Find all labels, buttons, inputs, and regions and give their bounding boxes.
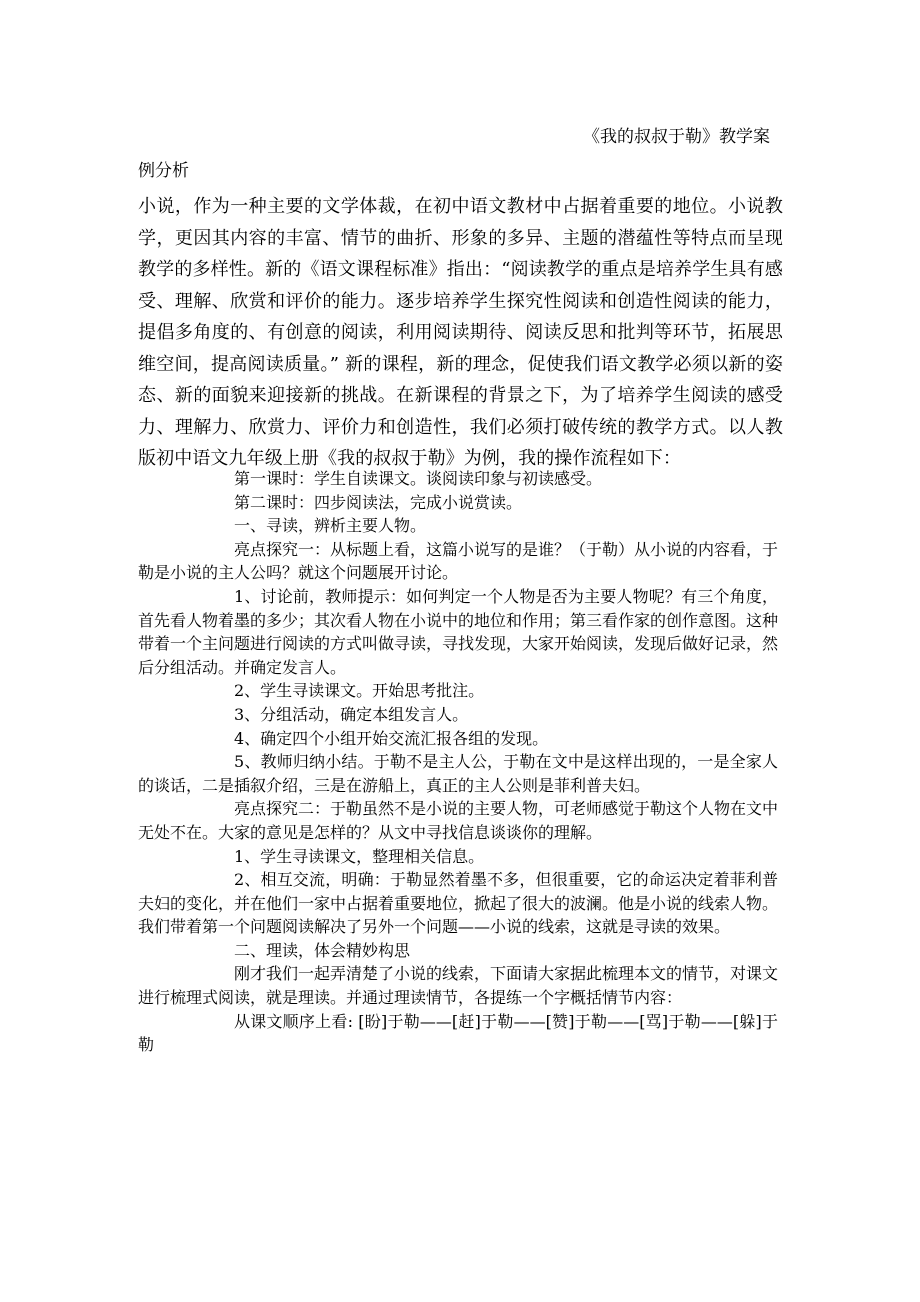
paragraph-plot-intro: 刚才我们一起弄清楚了小说的线索，下面请大家据此梳理本文的情节，对课文进行梳理式阅读，就是理读。并通过理读情节，各提练一个字概括情节内容：: [138, 964, 779, 1008]
paragraph-lesson-2: 第二课时：四步阅读法，完成小说赏读。: [234, 492, 523, 512]
heading-section-2: 二、理读，体会精妙构思: [234, 940, 411, 960]
paragraph-highlight-1: 亮点探究一：从标题上看，这篇小说写的是谁？（于勒）从小说的内容看，于勒是小说的主人公吗？就这个问题展开讨论。: [138, 539, 779, 583]
intro-section: [138, 191, 783, 475]
paragraph-step-5: 5、教师归纳小结。于勒不是主人公，于勒在文中是这样出现的，一是全家人的谈话，二是插叙介绍，三是在游船上，真正的主人公则是菲利普夫妇。: [138, 752, 778, 795]
intro-paragraph: 小说，作为一种主要的文学体裁，在初中语文教材中占据着重要的地位。小说教学，更因其内容的丰富、情节的曲折、形象的多异、主题的潜蕴性等特点而呈现教学的多样性。新的《语文课程标准》指出：“阅读教学的重点是培养学生具有感受、理解、欣赏和评价的能力。逐步培养学生探究性阅读和创造性阅读的能力，提倡多角度的、有创意的阅读，利用阅读期待、阅读反思和批判等环节，拓展思维空间，提高阅读质量。” 新的课程，新的理念，促使我们语文教学必须以新的姿态、新的面貌来迎接新的挑战。在新课程的背景之下，为了培养学生阅读的感受力、理解力、欣赏力、评价力和创造性，我们必须打破传统的教学方式。以人教版初中语文九年级上册《我的叔叔于勒》为例，我的操作流程如下：: [138, 196, 783, 469]
paragraph-highlight-2: 亮点探究二：于勒虽然不是小说的主要人物，可老师感觉于勒这个人物在文中无处不在。大家的意见是怎样的？从文中寻找信息谈谈你的理解。: [138, 799, 779, 842]
paragraph-step-7: 2、相互交流，明确：于勒显然着墨不多，但很重要，它的命运决定着菲利普夫妇的变化，并在他们一家中占据着重要地位，掀起了很大的波澜。他是小说的线索人物。我们带着第一个问题阅读解决了另外一个问题——小说的线索，这就是寻读的效果。: [138, 870, 779, 937]
paragraph-step-3: 3、分组活动，确定本组发言人。: [234, 704, 469, 724]
paragraph-step-1: 1、讨论前，教师提示：如何判定一个人物是否为主要人物呢？有三个角度，首先看人物着墨的多少；其次看人物在小说中的地位和作用；第三看作家的创作意图。这种带着一个主问题进行阅读的方式叫做寻读，寻找发现，大家开始阅读，发现后做好记录，然后分组活动。并确定发言人。: [138, 586, 779, 677]
document-subtitle: 例分析: [138, 161, 189, 181]
paragraph-step-2: 2、学生寻读课文。开始思考批注。: [234, 681, 485, 701]
paragraph-step-4: 4、确定四个小组开始交流汇报各组的发现。: [234, 728, 549, 748]
body-section: [138, 467, 778, 1057]
paragraph-plot-sequence: 从课文顺序上看: [盼]于勒——[赶]于勒——[赞]于勒——[骂]于勒——[躲]于勒: [138, 1011, 778, 1055]
paragraph-step-6: 1、学生寻读课文，整理相关信息。: [234, 846, 485, 866]
paragraph-lesson-1: 第一课时：学生自读课文。谈阅读印象与初读感受。: [234, 469, 603, 488]
heading-section-1: 一、寻读，辨析主要人物。: [234, 516, 427, 536]
document-title: 《我的叔叔于勒》教学案: [583, 127, 770, 147]
